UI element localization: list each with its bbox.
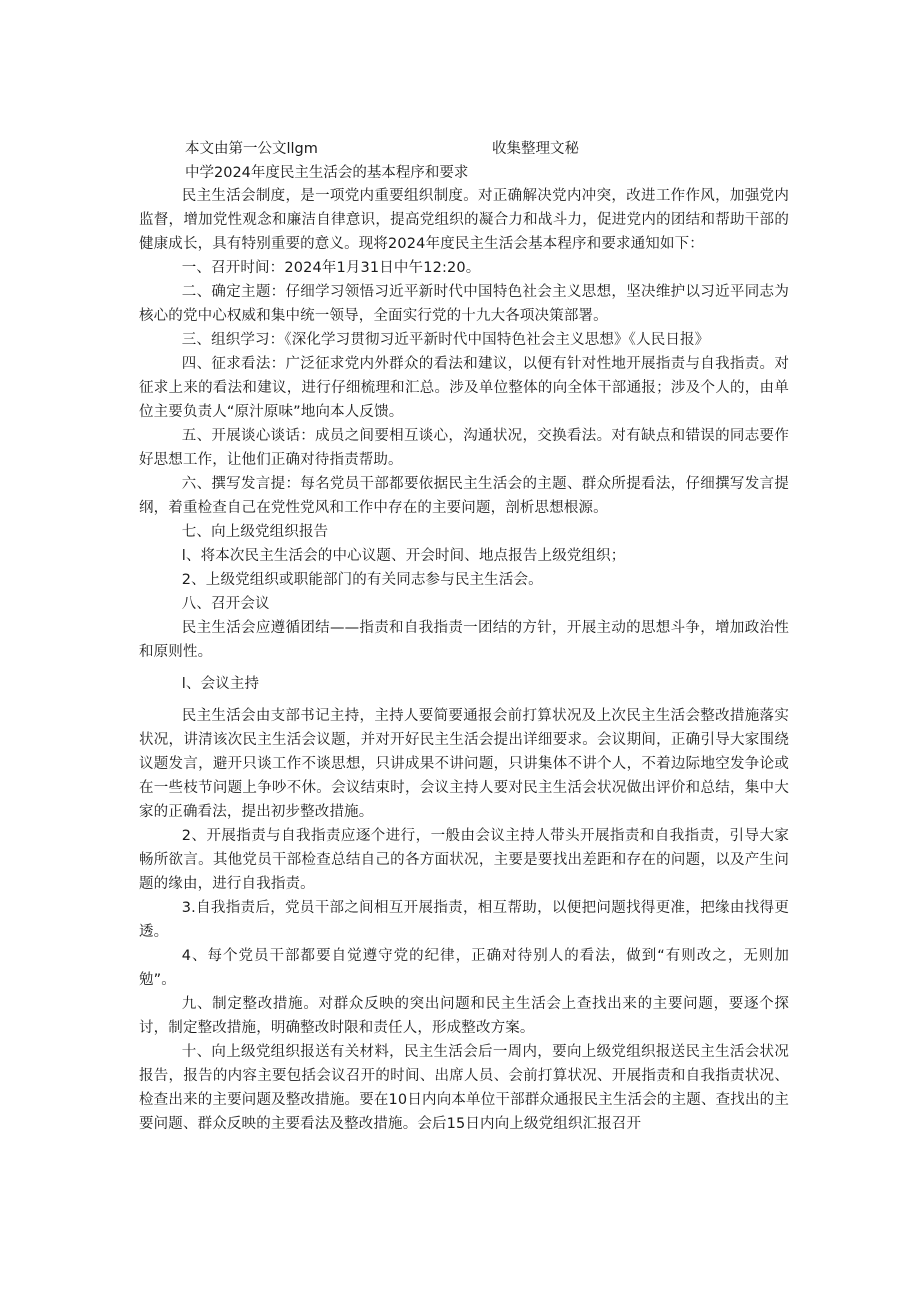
source-note-right: 收集整理文秘 bbox=[492, 141, 579, 157]
paragraph-host-detail: 民主生活会由支部书记主持，主持人要简要通报会前打算状况及上次民主生活会整改措施落实状况，讲清该次民主生活会议题，并对开好民主生活会提出详细要求。会议期间，正确引导大家围绕议题发言，避开只谈工作不谈思想，只讲成果不讲问题，只讲集体不讲个人，不着边际地空发争论或在一些枝节问题上争吵不休。会议结束时，会议主持人要对民主生活会状况做出评价和总结，集中大家的正确看法，提出初步整改措施。 bbox=[139, 708, 789, 820]
paragraph-intro: 民主生活会制度，是一项党内重要组织制度。对正确解决党内冲突，改进工作作风，加强党内监督，增加党性观念和廉洁自律意识，提高党组织的凝合力和战斗力，促进党内的团结和帮助干部的健康成长，具有特别重要的意义。现将2024年度民主生活会基本程序和要求通知如下： bbox=[139, 188, 789, 252]
paragraph-meeting-heading: 八、召开会议 bbox=[181, 596, 270, 612]
paragraph-discipline: 4、每个党员干部都要自觉遵守党的纪律，正确对待别人的看法，做到“有则改之，无则加勉”。 bbox=[139, 948, 789, 988]
paragraph-talks: 五、开展谈心谈话：成员之间要相互谈心，沟通状况，交换看法。对有缺点和错误的同志要作好思想工作，让他们正确对待指责帮助。 bbox=[139, 428, 789, 468]
paragraph-report-heading: 七、向上级党组织报告 bbox=[181, 524, 329, 540]
paragraph-mutual-criticism: 3.自我指责后，党员干部之间相互开展指责，相互帮助，以便把问题找得更准，把缘由找得更透。 bbox=[139, 900, 789, 940]
source-header bbox=[185, 138, 745, 160]
paragraph-host-heading: l、会议主持 bbox=[181, 676, 260, 692]
paragraph-time: 一、召开时间：2024年1月31日中午12:20。 bbox=[181, 260, 481, 276]
paragraph-criticism-order: 2、开展指责与自我指责应逐个进行，一般由会议主持人带头开展指责和自我指责，引导大家畅所欲言。其他党员干部检查总结自己的各方面状况，主要是要找出差距和存在的问题，以及产生问题的缘由，进行自我指责。 bbox=[139, 828, 789, 892]
paragraph-speech: 六、撰写发言提：每名党员干部都要依据民主生活会的主题、群众所提看法，仔细撰写发言提纲，着重检查自己在党性党风和工作中存在的主要问题，剖析思想根源。 bbox=[139, 476, 789, 516]
paragraph-report-item-1: l、将本次民主生活会的中心议题、开会时间、地点报告上级党组织； bbox=[181, 548, 626, 564]
document-body bbox=[139, 184, 789, 1136]
paragraph-submit-materials: 十、向上级党组织报送有关材料，民主生活会后一周内，要向上级党组织报送民主生活会状况报告，报告的内容主要包括会议召开的时间、出席人员、会前打算状况、开展指责和自我指责状况、检查出来的主要问题及整改措施。要在10日内向本单位干部群众通报民主生活会的主题、查找出的主要问题、群众反映的主要看法及整改措施。会后15日内向上级党组织汇报召开 bbox=[139, 1044, 789, 1132]
paragraph-meeting-principle: 民主生活会应遵循团结——指责和自我指责一团结的方针，开展主动的思想斗争，增加政治性和原则性。 bbox=[139, 620, 789, 660]
document-title: 中学2024年度民主生活会的基本程序和要求 bbox=[185, 165, 469, 181]
paragraph-study: 三、组织学习：《深化学习贯彻习近平新时代中国特色社会主义思想》《人民日报》 bbox=[181, 332, 710, 348]
paragraph-report-item-2: 2、上级党组织或职能部门的有关同志参与民主生活会。 bbox=[181, 572, 543, 588]
paragraph-theme: 二、确定主题：仔细学习领悟习近平新时代中国特色社会主义思想，坚决维护以习近平同志为核心的党中心权威和集中统一领导，全面实行党的十九大各项决策部署。 bbox=[139, 284, 789, 324]
source-note-left: 本文由第一公文llgm bbox=[185, 141, 318, 157]
paragraph-rectification: 九、制定整改措施。对群众反映的突出问题和民主生活会上查找出来的主要问题，要逐个探讨，制定整改措施，明确整改时限和责任人，形成整改方案。 bbox=[139, 996, 789, 1036]
paragraph-solicit: 四、征求看法：广泛征求党内外群众的看法和建议，以便有针对性地开展指责与自我指责。对征求上来的看法和建议，进行仔细梳理和汇总。涉及单位整体的向全体干部通报；涉及个人的，由单位主要负责人“原汁原味”地向本人反馈。 bbox=[139, 356, 789, 420]
